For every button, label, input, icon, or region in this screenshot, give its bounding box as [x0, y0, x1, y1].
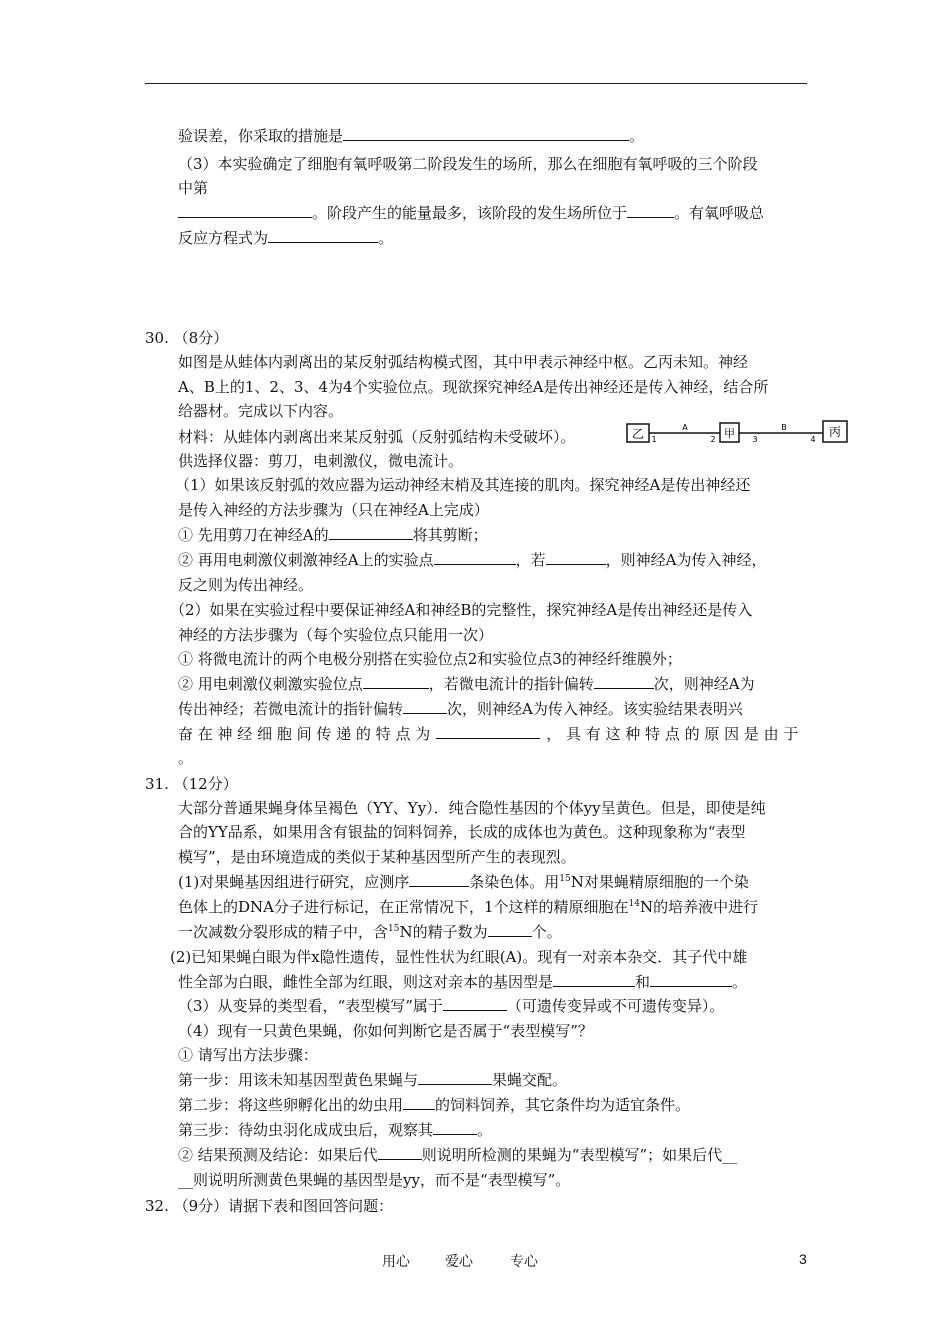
- q31-text: 第三步：待幼虫羽化成成虫后，观察其: [178, 1121, 434, 1139]
- answer-blank: [403, 699, 447, 714]
- q30-line-11: （2）如果在实验过程中要保证神经A和神经B的完整性，探究神经A是传出神经还是传入: [170, 601, 753, 619]
- answer-blank: [343, 126, 629, 141]
- q30-line-13: ① 将微电流计的两个电极分别搭在实验位点2和实验位点3的神经纤维膜外；: [178, 650, 682, 668]
- isotope-mass-number: 14: [628, 899, 640, 909]
- answer-blank: [403, 1095, 435, 1110]
- q30-text: ，则神经A为传入神经，: [605, 551, 767, 569]
- q30-line-17: 。: [178, 749, 194, 767]
- q30-line-12: 神经的方法步骤为（每个实验位点只能用一次）: [178, 626, 494, 644]
- q30-line-16: [178, 724, 798, 744]
- answer-blank: [433, 1120, 477, 1135]
- box-jia-label: 甲: [724, 427, 735, 440]
- q31-text: 则说明所检测的果蝇为“表型模写”；如果后代__: [421, 1146, 738, 1164]
- q31-text: 个。: [531, 923, 562, 941]
- q30-line-10: 反之则为传出神经。: [178, 576, 314, 594]
- q31-text: N的精子数为: [399, 923, 488, 941]
- q31-text: 果蝇交配。: [492, 1071, 568, 1089]
- q31-line-9: [178, 996, 724, 1016]
- q29-text: 。: [629, 127, 645, 145]
- q30-text: ① 先用剪刀在神经A的: [178, 526, 329, 544]
- q32-heading: 32. （9分）请据下表和图回答问题：: [145, 1197, 394, 1215]
- q30-line-1: 如图是从蛙体内剥离出的某反射弧结构模式图，其中甲表示神经中枢。乙丙未知。神经: [178, 353, 749, 371]
- q30-line-14: [178, 674, 755, 694]
- q31-line-5: [178, 897, 758, 917]
- q29-line-1: [178, 126, 644, 146]
- q31-text: (1)对果蝇基因组进行研究，应测序: [178, 873, 410, 891]
- answer-blank: [594, 674, 654, 689]
- q31-text: 。: [477, 1121, 493, 1139]
- footer-word-1: 用心: [382, 1254, 410, 1270]
- answer-blank: [378, 1145, 422, 1160]
- q30-line-9: [178, 550, 766, 570]
- answer-blank: [443, 996, 507, 1011]
- header-rule: [145, 83, 807, 84]
- isotope-mass-number: 15: [388, 924, 400, 934]
- q29-text: 反应方程式为: [178, 229, 269, 247]
- q31-text: （3）从变异的类型看，“表型模写”属于: [178, 997, 443, 1015]
- q30-text: ② 再用电刺激仪刺激神经A上的实验点: [178, 551, 434, 569]
- q31-line-3: 模写”，是由环境造成的类似于某种基因型所产生的表现烈。: [178, 848, 576, 866]
- q29-text: 。阶段产生的能量最多，该阶段的发生场所位于: [312, 204, 628, 222]
- q31-line-6: [178, 922, 562, 942]
- q30-line-15: [178, 699, 743, 719]
- q31-line-10: （4）现有一只黄色果蝇，你如何判断它是否属于“表型模写”？: [178, 1022, 593, 1040]
- q29-line-4: [178, 203, 764, 223]
- q30-text: ， 具 有 这 种 特 点 的 原 因 是 由 于: [546, 725, 799, 743]
- box-yi-label: 乙: [631, 427, 645, 441]
- q30-line-4: 材料：从蛙体内剥离出来某反射弧（反射弧结构未受破坏）。: [178, 428, 576, 446]
- q29-line-5: [178, 228, 393, 248]
- answer-blank: [329, 525, 413, 540]
- q30-text: ，若微电流计的指针偏转: [428, 675, 594, 693]
- q29-text: 。有氧呼吸总: [674, 204, 765, 222]
- q31-text: N对果蝇精原细胞的一个染: [570, 873, 749, 891]
- q31-text: 色体上的DNA分子进行标记，在正常情况下，1个这样的精原细胞在: [178, 898, 629, 916]
- q29-line-2: （3）本实验确定了细胞有氧呼吸第二阶段发生的场所，那么在细胞有氧呼吸的三个阶段: [178, 155, 758, 173]
- q30-text: 次，则神经A为传入神经。该实验结果表明兴: [447, 700, 743, 718]
- answer-blank: [268, 228, 378, 243]
- q31-text: ② 结果预测及结论：如果后代: [178, 1146, 378, 1164]
- q31-text: N的培养液中进行: [639, 898, 759, 916]
- answer-blank: [553, 972, 635, 987]
- answer-blank: [650, 972, 732, 987]
- q31-text: 的饲料饲养，其它条件均为适宜条件。: [435, 1096, 691, 1114]
- q30-line-3: 给器材。完成以下内容。: [178, 402, 344, 420]
- point-2-label: 2: [710, 435, 716, 444]
- q31-line-16: __则说明所测黄色果蝇的基因型是yy，而不是“表型模写”。: [178, 1171, 571, 1189]
- page-number: 3: [799, 1251, 807, 1267]
- q31-line-8: [178, 972, 747, 992]
- nerve-a-label: A: [682, 423, 688, 432]
- q30-line-5: 供选择仪器：剪刀，电刺激仪，微电流计。: [178, 452, 464, 470]
- q31-line-13: [178, 1095, 690, 1115]
- q31-text: （可遗传变异或不可遗传变异）。: [506, 997, 725, 1015]
- q31-text: 一次减数分裂形成的精子中，含: [178, 923, 389, 941]
- answer-blank: [546, 550, 606, 565]
- q29-text: 验误差，你采取的措施是: [178, 127, 344, 145]
- answer-blank: [436, 724, 540, 739]
- answer-blank: [418, 1070, 492, 1085]
- footer-word-3: 专心: [510, 1254, 538, 1270]
- point-4-label: 4: [810, 435, 816, 444]
- point-3-label: 3: [752, 435, 758, 444]
- q31-text: 第二步：将这些卵孵化出的幼虫用: [178, 1096, 404, 1114]
- q30-text: 奋 在 神 经 细 胞 间 传 递 的 特 点 为: [178, 725, 431, 743]
- q30-line-6: （1）如果该反射弧的效应器为运动神经末梢及其连接的肌肉。探究神经A是传出神经还: [175, 476, 751, 494]
- point-1-label: 1: [651, 435, 657, 444]
- q31-text: 性全部为白眼，雌性全部为红眼，则这对亲本的基因型是: [178, 973, 554, 991]
- q30-line-8: [178, 525, 488, 545]
- answer-blank: [409, 872, 469, 887]
- answer-blank: [178, 203, 312, 218]
- q30-heading: 30. （8分）: [145, 329, 229, 347]
- q31-text: 第一步：用该未知基因型黄色果蝇与: [178, 1071, 419, 1089]
- answer-blank: [488, 922, 532, 937]
- box-bing-label: 丙: [828, 425, 842, 439]
- answer-blank: [627, 203, 674, 218]
- q29-line-3: 中第: [178, 179, 209, 197]
- q30-line-7: 是传入神经的方法步骤为（只在神经A上完成）: [178, 501, 489, 519]
- q30-text: 次，则神经A为: [653, 675, 755, 693]
- q31-text: 和: [635, 973, 651, 991]
- q31-text: 条染色体。用: [469, 873, 560, 891]
- q31-line-15: [178, 1145, 737, 1165]
- q31-heading: 31. （12分）: [145, 775, 238, 793]
- q31-text: 。: [732, 973, 748, 991]
- q30-text: 传出神经；若微电流计的指针偏转: [178, 700, 404, 718]
- q30-line-2: A、B上的1、2、3、4为4个实验位点。现欲探究神经A是传出神经还是传入神经，结合所: [178, 378, 769, 396]
- q29-text: 。: [378, 229, 394, 247]
- q30-text: ，若: [515, 551, 546, 569]
- answer-blank: [363, 674, 429, 689]
- q31-line-1: 大部分普通果蝇身体呈褐色（YY、Yy）．纯合隐性基因的个体yy呈黄色。但是，即使是纯: [178, 799, 766, 817]
- q31-line-12: [178, 1070, 567, 1090]
- q30-text: ② 用电刺激仪刺激实验位点: [178, 675, 363, 693]
- reflex-arc-diagram: [625, 420, 850, 450]
- answer-blank: [434, 550, 516, 565]
- q31-line-11: ① 请写出方法步骤：: [178, 1046, 318, 1064]
- q30-text: 将其剪断；: [412, 526, 488, 544]
- q31-line-14: [178, 1120, 492, 1140]
- isotope-mass-number: 15: [559, 874, 571, 884]
- q31-line-7: (2)已知果蝇白眼为伴x隐性遗传，显性性状为红眼(A)。现有一对亲本杂交．其子代中雄: [170, 948, 748, 966]
- nerve-b-label: B: [781, 423, 787, 432]
- q31-line-2: 合的YY品系，如果用含有银盐的饲料饲养，长成的成体也为黄色。这种现象称为“表型: [178, 823, 746, 841]
- footer-word-2: 爱心: [445, 1254, 473, 1270]
- q31-line-4: [178, 872, 749, 892]
